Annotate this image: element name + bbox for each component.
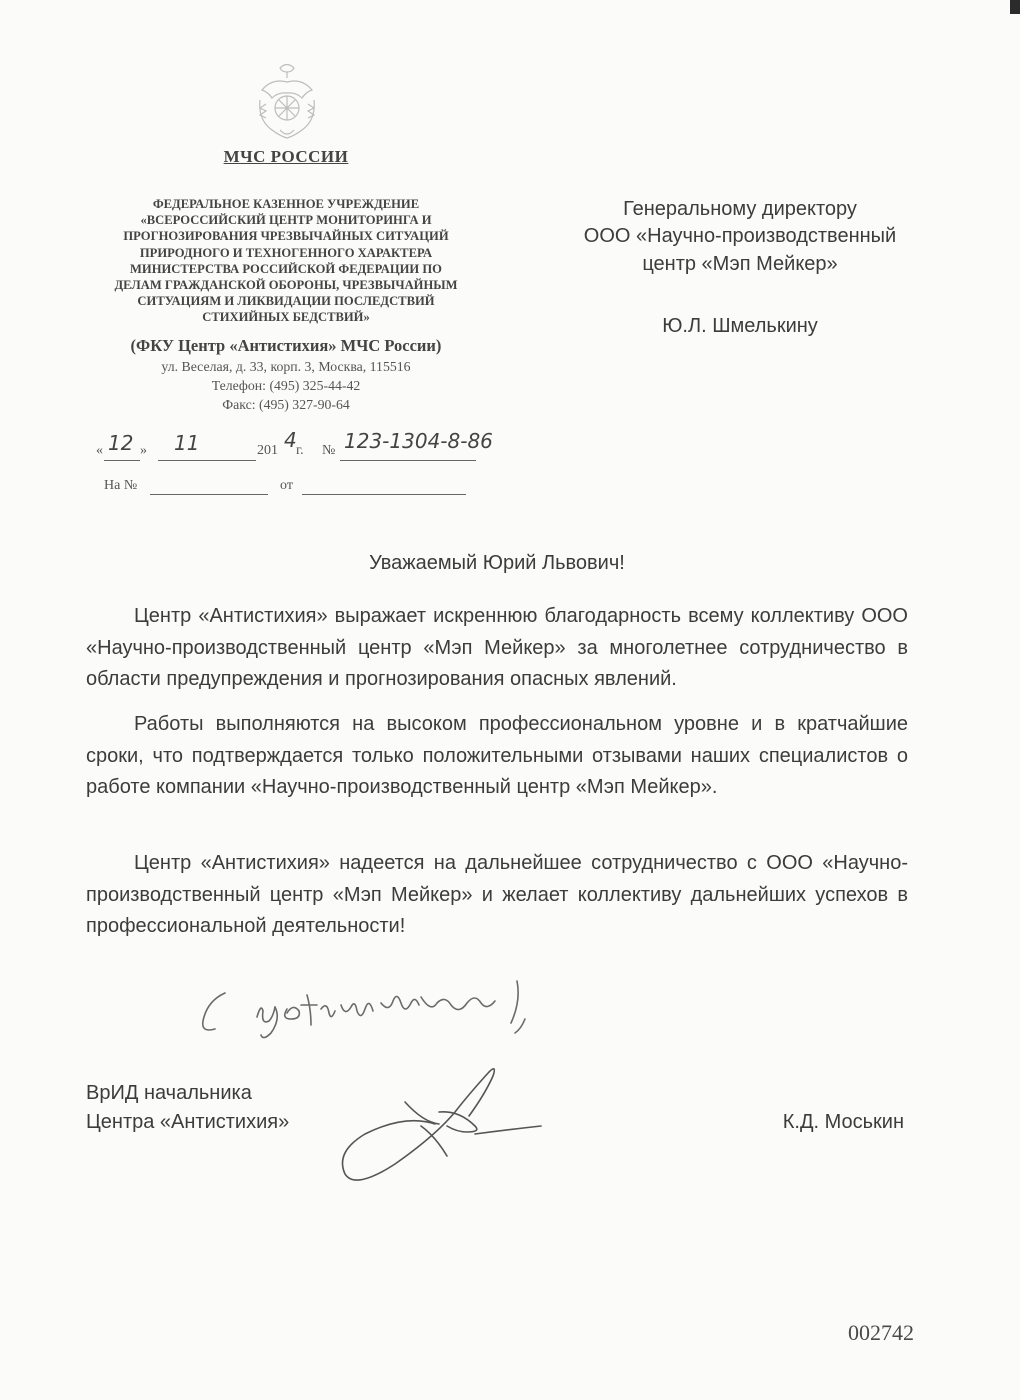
recipient-company-line1: ООО «Научно-производственный (583, 225, 897, 247)
recipient-company-line2: центр «Мэп Мейкер» (642, 253, 838, 275)
salutation: Уважаемый Юрий Львович! (369, 552, 625, 574)
org-line: ПРОГНОЗИРОВАНИЯ ЧРЕЗВЫЧАЙНЫХ СИТУАЦИЙ (123, 229, 449, 244)
date-month: 11 (174, 431, 200, 455)
body-paragraph-3: Центр «Антистихия» надеется на дальнейшее сотрудничество с ООО «Научно-производственный центр «Мэп Мейкер» и желает коллективу дальнейших успехов в профессиональной деятельности! (86, 852, 908, 937)
handwritten-regards (195, 975, 545, 1045)
scan-corner-mark (1010, 0, 1020, 14)
recipient-position: Генеральному директору (623, 198, 857, 220)
signer-title-line2: Центра «Антистихия» (86, 1111, 290, 1133)
org-line: ФЕДЕРАЛЬНОЕ КАЗЕННОЕ УЧРЕЖДЕНИЕ (152, 197, 420, 211)
date-open-quote: « (96, 443, 103, 458)
recipient-name: Ю.Л. Шмелькину (662, 315, 818, 337)
organization-short-name: (ФКУ Центр «Антистихия» МЧС России) (130, 336, 442, 355)
org-line: СИТУАЦИЯМ И ЛИКВИДАЦИИ ПОСЛЕДСТВИЙ (137, 294, 435, 309)
ministry-name: МЧС РОССИИ (223, 147, 349, 166)
signer-title-line1: ВрИД начальника (86, 1082, 252, 1104)
fax: Факс: (495) 327-90-64 (222, 397, 350, 412)
date-year-suffix: г. (296, 443, 304, 458)
outgoing-date-number-line (96, 426, 536, 466)
signer-name: К.Д. Моськин (782, 1111, 904, 1133)
reply-reference-line (104, 478, 484, 500)
organization-full-name (70, 196, 502, 326)
org-line: ПРИРОДНОГО И ТЕХНОГЕННОГО ХАРАКТЕРА (139, 245, 433, 260)
body-paragraph-2: Работы выполняются на высоком профессиональном уровне и в кратчайшие сроки, что подтверждается только положительными отзывами наших специалистов о работе компании «Научно-производственный центр «Мэп Мейкер». (86, 713, 908, 798)
address: ул. Веселая, д. 33, корп. 3, Москва, 115516 (161, 359, 411, 374)
signature-ink (335, 1062, 560, 1192)
serial-number: 002742 (848, 1320, 914, 1345)
org-line: СТИХИЙНЫХ БЕДСТВИЙ» (202, 310, 370, 325)
body-paragraph-1: Центр «Антистихия» выражает искреннюю благодарность всему коллективу ООО «Научно-производственный центр «Мэп Мейкер» за многолетнее сотрудничество в области предупреждения и прогнозирования опасных явлений. (86, 605, 908, 690)
org-line: «ВСЕРОССИЙСКИЙ ЦЕНТР МОНИТОРИНГА И (140, 213, 432, 228)
number-label: № (322, 443, 336, 458)
date-day: 12 (108, 431, 134, 455)
date-year-digit: 4 (284, 428, 297, 452)
org-line: ДЕЛАМ ГРАЖДАНСКОЙ ОБОРОНЫ, ЧРЕЗВЫЧАЙНЫМ (114, 278, 458, 293)
date-year-prefix: 201 (257, 443, 278, 458)
reply-from-label: от (280, 478, 293, 493)
outgoing-number: 123-1304-8-86 (344, 429, 493, 453)
phone: Телефон: (495) 325-44-42 (211, 378, 361, 393)
emchs-emblem-icon (252, 60, 322, 142)
reply-number-label: На № (104, 478, 138, 493)
date-close-quote: » (140, 443, 147, 458)
org-line: МИНИСТЕРСТВА РОССИЙСКОЙ ФЕДЕРАЦИИ ПО (130, 261, 442, 276)
